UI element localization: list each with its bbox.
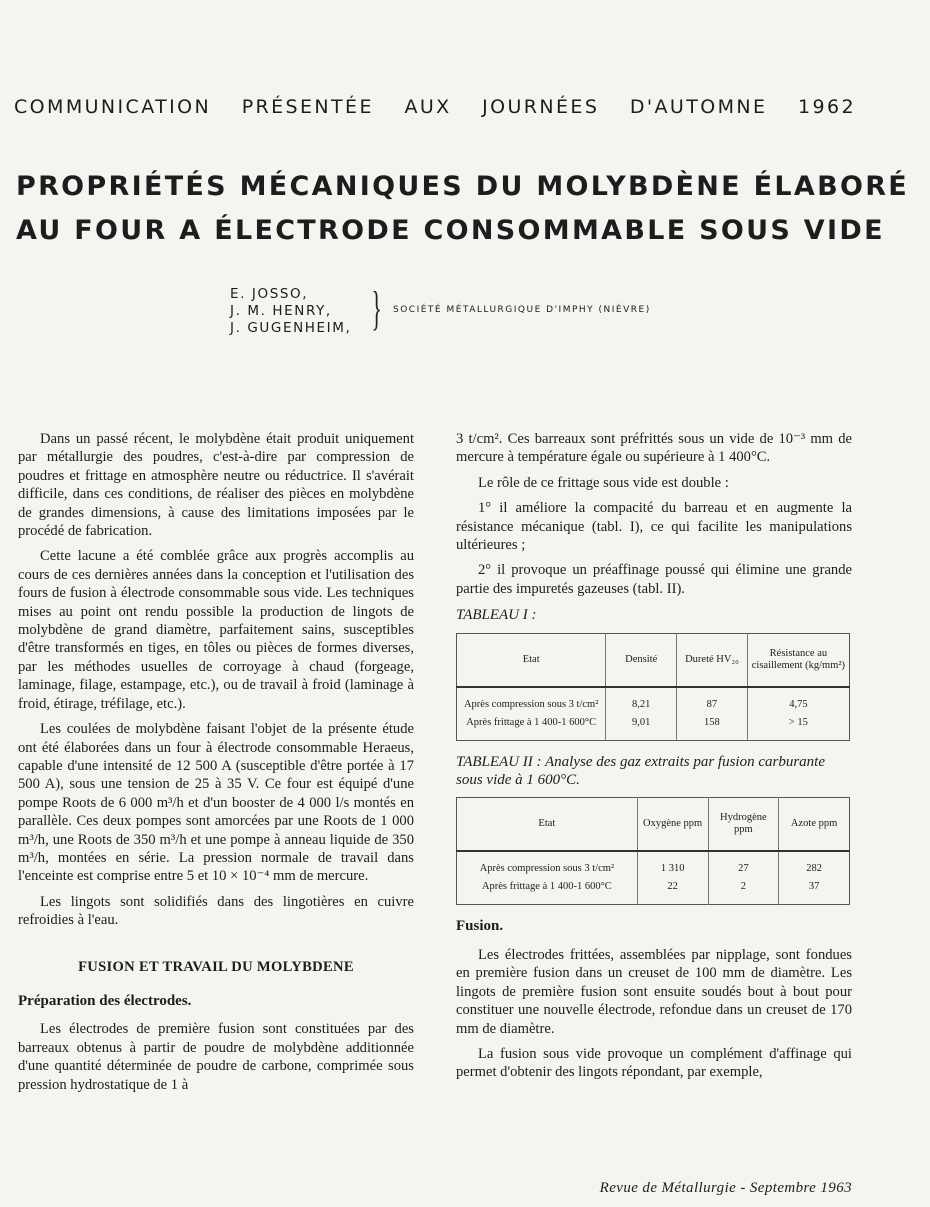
table-cell: 22 [637,878,708,896]
table-2-caption: TABLEAU II : Analyse des gaz extraits par fusion carburante sous vide à 1 600°C. [456,753,825,789]
header-word: JOURNÉES [482,96,600,118]
table-2 [456,797,850,905]
title-line-1: PROPRIÉTÉS MÉCANIQUES DU MOLYBDÈNE ÉLABORÉ [16,171,910,202]
table-header-cell: Résistance au cisaillement (kg/mm²) [747,633,849,687]
table-cell: 282 [779,860,850,878]
table-header-row [457,798,850,852]
header-word: 1962 [797,96,856,118]
section-title: FUSION ET TRAVAIL DU MOLYBDENE [78,958,354,975]
paragraph: Dans un passé récent, le molybdène était produit uniquement par métallurgie des poudres, c'est-à-dire par compression de poudres et frittage en atmosphère neutre ou réductrice. Il s'avérait difficile, dans ces conditions, de réaliser des pièces en molybdène de grandes dimensions, à cause des limitations imposées par le procédé de fabrication. [18,431,414,540]
paragraph: La fusion sous vide provoque un complément d'affinage qui permet d'obtenir des lingots répondant, par exemple, [456,1045,852,1081]
article-title [16,165,910,253]
table-row [457,860,850,878]
paragraph: Les coulées de molybdène faisant l'objet de la présente étude ont été élaborées dans un four à électrode consommable Heraeus, capable d'une intensité de 12 500 A (susceptible d'être portée à 17 500 A), sous une tension de 25 à 35 V. Ce four est équipé d'une pompe Roots de 6 000 m³/h et d'un booster de 4 000 l/s montés en parallèle. Ces deux pompes sont amorcées par une Roots de 1 000 m³/h, une Roots de 350 m³/h et une pompe à anneau liquide de 350 m³/h, montées en série. La pression normale de travail dans l'enceinte est comprise entre 5 et 10 × 10⁻⁴ mm de mercure. [18,721,414,885]
table-header-cell: Densité [606,633,677,687]
table-cell: 9,01 [606,714,677,732]
table-cell: 4,75 [747,696,849,714]
table-header-cell: Etat [457,798,638,852]
table-header-cell: Oxygène ppm [637,798,708,852]
table-cell: Après frittage à 1 400-1 600°C [466,716,597,728]
author: E. JOSSO, [230,286,309,302]
subsection-title: Fusion. [456,918,504,935]
header-word: AUX [404,96,452,118]
running-header [14,96,856,118]
header-word: D'AUTOMNE [629,96,768,118]
paragraph: Les électrodes frittées, assemblées par nipplage, sont fondues en première fusion dans un creuset de 100 mm de diamètre. Les lingots de première fusion sont ensuite soudés bout à bout pour constituer une nouvelle électrode, refondue dans un creuset de 170 mm de diamètre. [456,946,852,1037]
paragraph: Cette lacune a été comblée grâce aux progrès accomplis au cours de ces dernières années dans la conception et l'utilisation des fours de fusion à électrode consommable sous vide. Les techniques mises au point ont rendu possible la production de lingots de molybdène de grand diamètre, parfaitement sains, susceptibles d'être transformés en tiges, en tôles ou pièces de formes diverses, par les méthodes usuelles de corroyage à chaud (forgeage, laminage, filage, estampage, etc.), ou de travail à froid (laminage à froid, étirage, tréfilage, etc.). [18,548,414,712]
table-row [457,878,850,896]
paragraph: Les électrodes de première fusion sont constituées par des barreaux obtenus à partir de poudre de molybdène additionnée d'une quantité déterminée de poudre de carbone, comprimée sous pression hydrostatique de 1 à [18,1021,414,1093]
paragraph: 2° il provoque un préaffinage poussé qui élimine une grande partie des impuretés gazeuses (tabl. II). [456,562,852,597]
table-cell: 1 310 [637,860,708,878]
author: J. M. HENRY, [230,303,332,319]
table-cell: 8,21 [606,696,677,714]
table-cell: 2 [708,878,779,896]
paragraph: 1° il améliore la compacité du barreau et en augmente la résistance mécanique (tabl. I), ce qui facilite les manipulations ultérieures ; [456,500,852,554]
table-row [457,714,850,732]
table-cell: 87 [677,696,748,714]
table-header-cell: Azote ppm [779,798,850,852]
table-cell: > 15 [747,714,849,732]
paragraph: 3 t/cm². Ces barreaux sont préfrittés sous un vide de 10⁻³ mm de mercure à température égale ou supérieure à 1 400°C. [456,431,852,466]
table-header-cell: Hydrogène ppm [708,798,779,852]
left-column [18,430,414,1101]
table-row [457,696,850,714]
table-header-row [457,633,850,687]
title-line-2: AU FOUR A ÉLECTRODE CONSOMMABLE SOUS VIDE [16,215,885,246]
author-list [230,286,351,337]
table-1 [456,633,850,741]
table-cell: Après compression sous 3 t/cm² [479,863,615,875]
header-word: PRÉSENTÉE [241,96,374,118]
table-header-cell: Etat [457,633,606,687]
table-cell: 27 [708,860,779,878]
paragraph: Le rôle de ce frittage sous vide est double : [478,474,729,491]
paragraph: Les lingots sont solidifiés dans des lingotières en cuivre refroidies à l'eau. [18,893,414,929]
author: J. GUGENHEIM, [230,320,352,336]
header-word: COMMUNICATION [14,96,212,118]
table-cell: 37 [779,878,850,896]
table-cell: Après frittage à 1 400-1 600°C [481,881,612,893]
table-header-cell: Dureté HV₂₀ [677,633,748,687]
table-cell: Après compression sous 3 t/cm² [463,698,599,710]
subsection-title: Préparation des électrodes. [18,992,192,1009]
table-1-caption: TABLEAU I : [456,607,537,624]
table-cell: 158 [677,714,748,732]
brace-glyph: } [371,282,382,335]
page-footer: Revue de Métallurgie - Septembre 1963 [599,1180,852,1196]
right-column [456,430,852,1089]
affiliation: SOCIÉTÉ MÉTALLURGIQUE D'IMPHY (NIÈVRE) [393,305,651,315]
